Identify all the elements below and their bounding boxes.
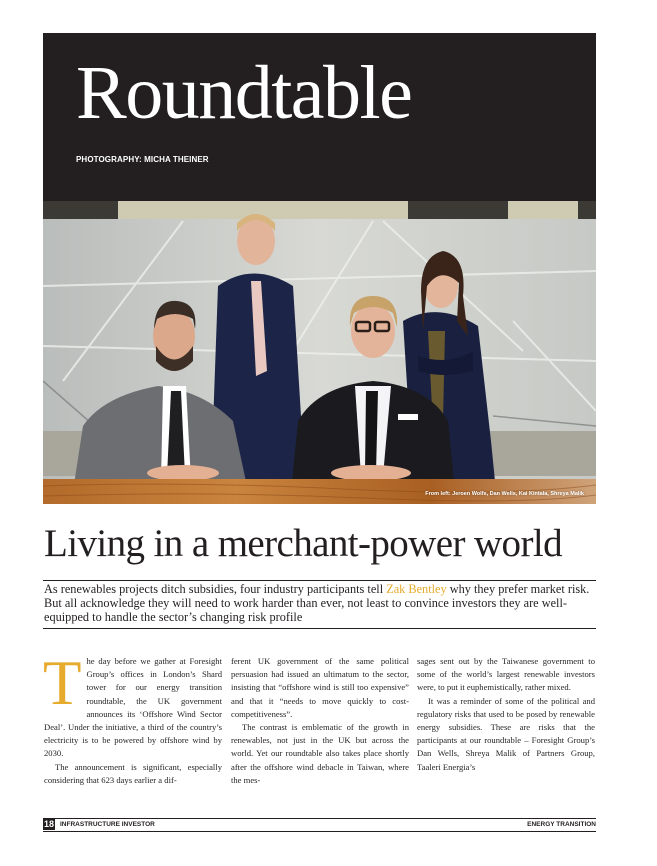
page-title: Roundtable xyxy=(76,51,412,135)
body-column-3 xyxy=(417,655,595,774)
body-paragraph xyxy=(43,648,222,761)
photo-credit: PHOTOGRAPHY: MICHA THEINER xyxy=(76,155,209,164)
standfirst-text: As renewables projects ditch subsidies, four industry participants tell xyxy=(44,582,387,596)
standfirst-top-rule xyxy=(43,580,596,581)
footer-top-rule xyxy=(43,818,596,819)
body-paragraph: It was a reminder of some of the political and regulatory risks that used to be posed by renewable energy subsidies. These are risks that the participants at our roundtable – Foresight Group’s Dan Wells, Shreya Malik of Partners Group, Taaleri Energia’s xyxy=(417,695,595,772)
section-name: ENERGY TRANSITION xyxy=(527,821,596,828)
paragraph-text: he day before we gather at Foresight Group’s offices in London’s Shard tower for our energy transition roundtable, the UK government announces its ‘Offshore Wind Sector Deal’. Under the initiative, a third of the country’s electricity is to be powered by offshore wind by 2030. xyxy=(44,656,222,759)
roundtable-photo xyxy=(43,201,596,504)
standfirst-bottom-rule xyxy=(43,628,596,629)
page-number: 18 xyxy=(43,819,54,829)
author-name: Zak Bentley xyxy=(386,582,447,596)
body-paragraph: ferent UK government of the same political persuasion had issued an ultimatum to the sector, insisting that “offshore wind is still too expensive” and that it “needs to move quickly to cost-competitiveness”. xyxy=(231,656,409,719)
body-paragraph: The announcement is significant, especially considering that 623 days earlier a dif- xyxy=(44,761,222,785)
title-banner xyxy=(43,33,596,201)
body-paragraph: The contrast is emblematic of the growth in renewables, not just in the UK but across the world. Yet our roundtable also takes place shortly after the offshore wind debacle in Taiwan, where the mes- xyxy=(231,722,409,785)
publication-name: INFRASTRUCTURE INVESTOR xyxy=(60,821,155,828)
photo-caption: From left: Jeroen Wolfs, Dan Wells, Kai Kintala, Shreya Malik xyxy=(425,491,584,497)
drop-cap: T xyxy=(43,648,82,718)
participants-photo-illustration xyxy=(43,201,596,504)
body-column-2 xyxy=(231,655,409,787)
body-column-1 xyxy=(43,648,222,787)
article-standfirst xyxy=(44,582,596,625)
standfirst-text-cont: why they prefer market risk. But all acknowledge they will need to work harder than ever, not least to convince investors they are well-equipped to handle the sector’s changing risk profile xyxy=(44,582,590,625)
article-headline: Living in a merchant-power world xyxy=(44,522,562,565)
footer-bottom-rule xyxy=(43,831,596,832)
body-paragraph: sages sent out by the Taiwanese government to some of the world’s largest renewable investors were, to put it euphemistically, rather mixed. xyxy=(417,656,595,693)
